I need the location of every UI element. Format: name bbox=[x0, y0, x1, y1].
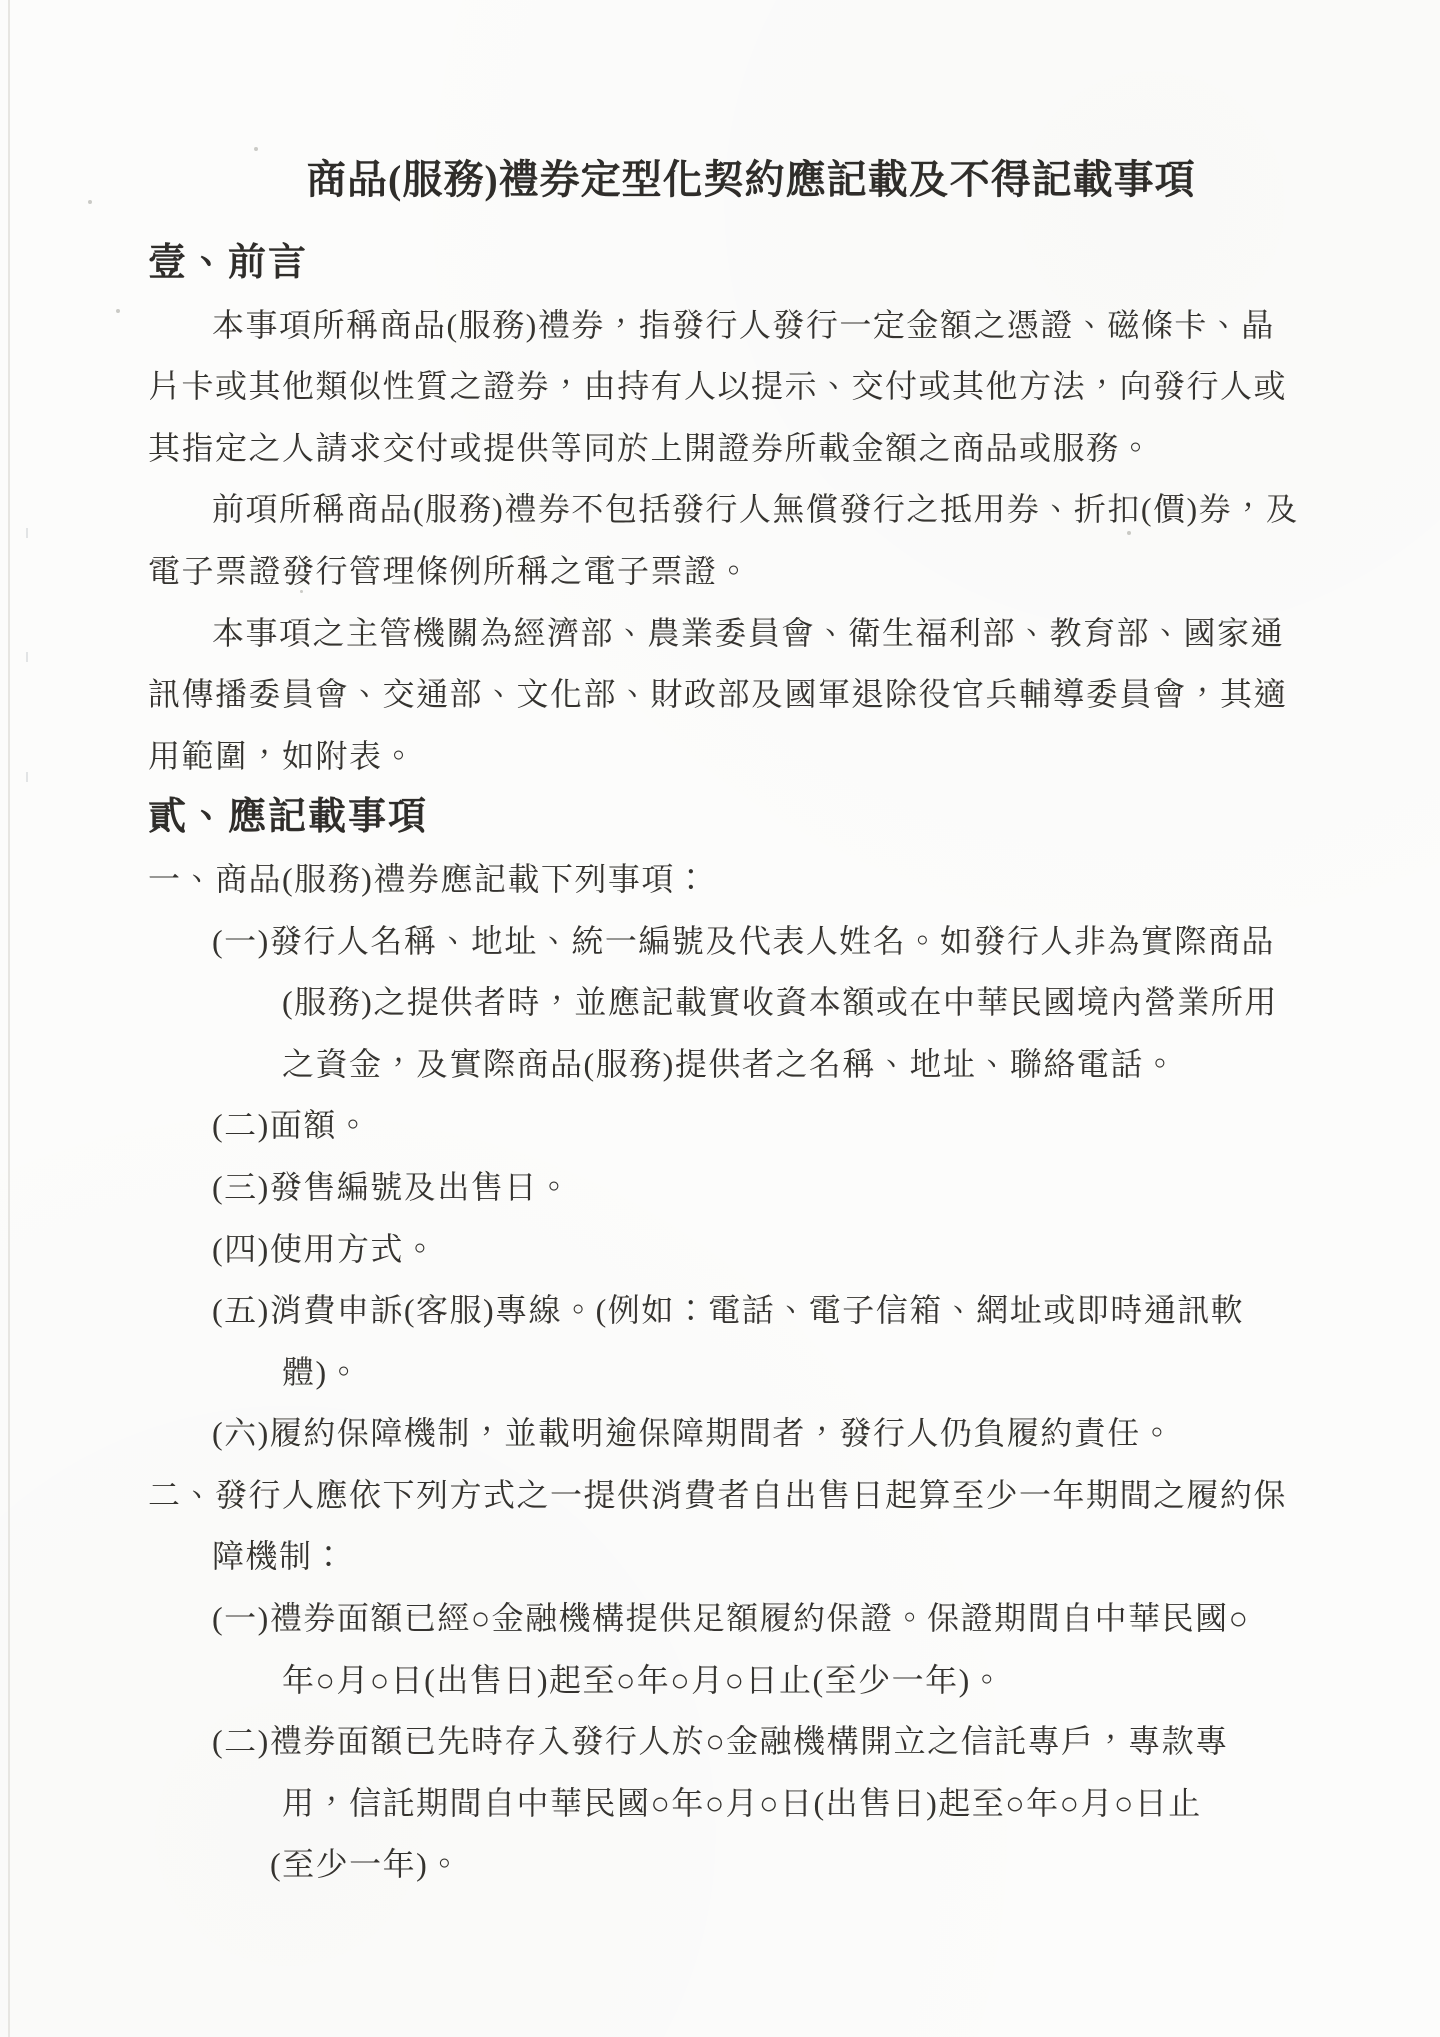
doc-line: (二)禮券面額已先時存入發行人於○金融機構開立之信託專戶，專款專 bbox=[212, 1723, 1229, 1760]
doc-line: 年○月○日(出售日)起至○年○月○日止(至少一年)。 bbox=[282, 1661, 1005, 1698]
scan-speck bbox=[26, 528, 28, 538]
doc-line: (六)履約保障機制，並載明逾保障期間者，發行人仍負履約責任。 bbox=[212, 1415, 1175, 1452]
document-title: 商品(服務)禮券定型化契約應記載及不得記載事項 bbox=[306, 157, 1196, 202]
document-body bbox=[148, 233, 1378, 1896]
doc-line: 訊傳播委員會、交通部、文化部、財政部及國軍退除役官兵輔導委員會，其適 bbox=[148, 676, 1288, 713]
doc-line: (四)使用方式。 bbox=[212, 1230, 438, 1267]
doc-line: 本事項所稱商品(服務)禮券，指發行人發行一定金額之憑證、磁條卡、晶 bbox=[212, 306, 1275, 343]
doc-line: (一)禮券面額已經○金融機構提供足額履約保證。保證期間自中華民國○ bbox=[212, 1600, 1250, 1637]
section-heading-preface: 壹、前言 bbox=[148, 242, 309, 284]
scan-edge-artifact bbox=[8, 0, 10, 2037]
doc-line: (服務)之提供者時，並應記載實收資本額或在中華民國境內營業所用 bbox=[282, 984, 1278, 1021]
doc-line: (三)發售編號及出售日。 bbox=[212, 1168, 572, 1205]
doc-line: (一)發行人名稱、地址、統一編號及代表人姓名。如發行人非為實際商品 bbox=[212, 922, 1275, 959]
doc-line: (五)消費申訴(客服)專線。(例如：電話、電子信箱、網址或即時通訊軟 bbox=[212, 1292, 1245, 1329]
doc-line: 障機制： bbox=[212, 1538, 347, 1575]
doc-line: 片卡或其他類似性質之證券，由持有人以提示、交付或其他方法，向發行人或 bbox=[148, 368, 1288, 405]
doc-line: 其指定之人請求交付或提供等同於上開證券所載金額之商品或服務。 bbox=[148, 429, 1154, 466]
scan-speck bbox=[26, 772, 28, 782]
section-heading-required-items: 貳、應記載事項 bbox=[148, 796, 429, 839]
doc-line: 之資金，及實際商品(服務)提供者之名稱、地址、聯絡電話。 bbox=[282, 1045, 1178, 1082]
scan-speck bbox=[26, 652, 28, 662]
doc-line: 體)。 bbox=[282, 1353, 362, 1390]
doc-line: 用範圍，如附表。 bbox=[148, 737, 417, 774]
doc-line: 本事項之主管機關為經濟部、農業委員會、衛生福利部、教育部、國家通 bbox=[212, 614, 1285, 651]
doc-line: 用，信託期間自中華民國○年○月○日(出售日)起至○年○月○日止 bbox=[282, 1784, 1202, 1821]
scan-speck bbox=[116, 309, 120, 313]
doc-line: 二、發行人應依下列方式之一提供消費者自出售日起算至少一年期間之履約保 bbox=[148, 1476, 1288, 1513]
doc-line: 一、商品(服務)禮券應記載下列事項： bbox=[148, 860, 709, 897]
scan-speck bbox=[254, 147, 258, 151]
scan-speck bbox=[88, 200, 92, 204]
doc-line: (二)面額。 bbox=[212, 1107, 371, 1144]
doc-line: (至少一年)。 bbox=[270, 1846, 462, 1883]
doc-line: 前項所稱商品(服務)禮券不包括發行人無償發行之抵用券、折扣(價)券，及 bbox=[212, 491, 1300, 528]
doc-line: 電子票證發行管理條例所稱之電子票證。 bbox=[148, 552, 752, 589]
